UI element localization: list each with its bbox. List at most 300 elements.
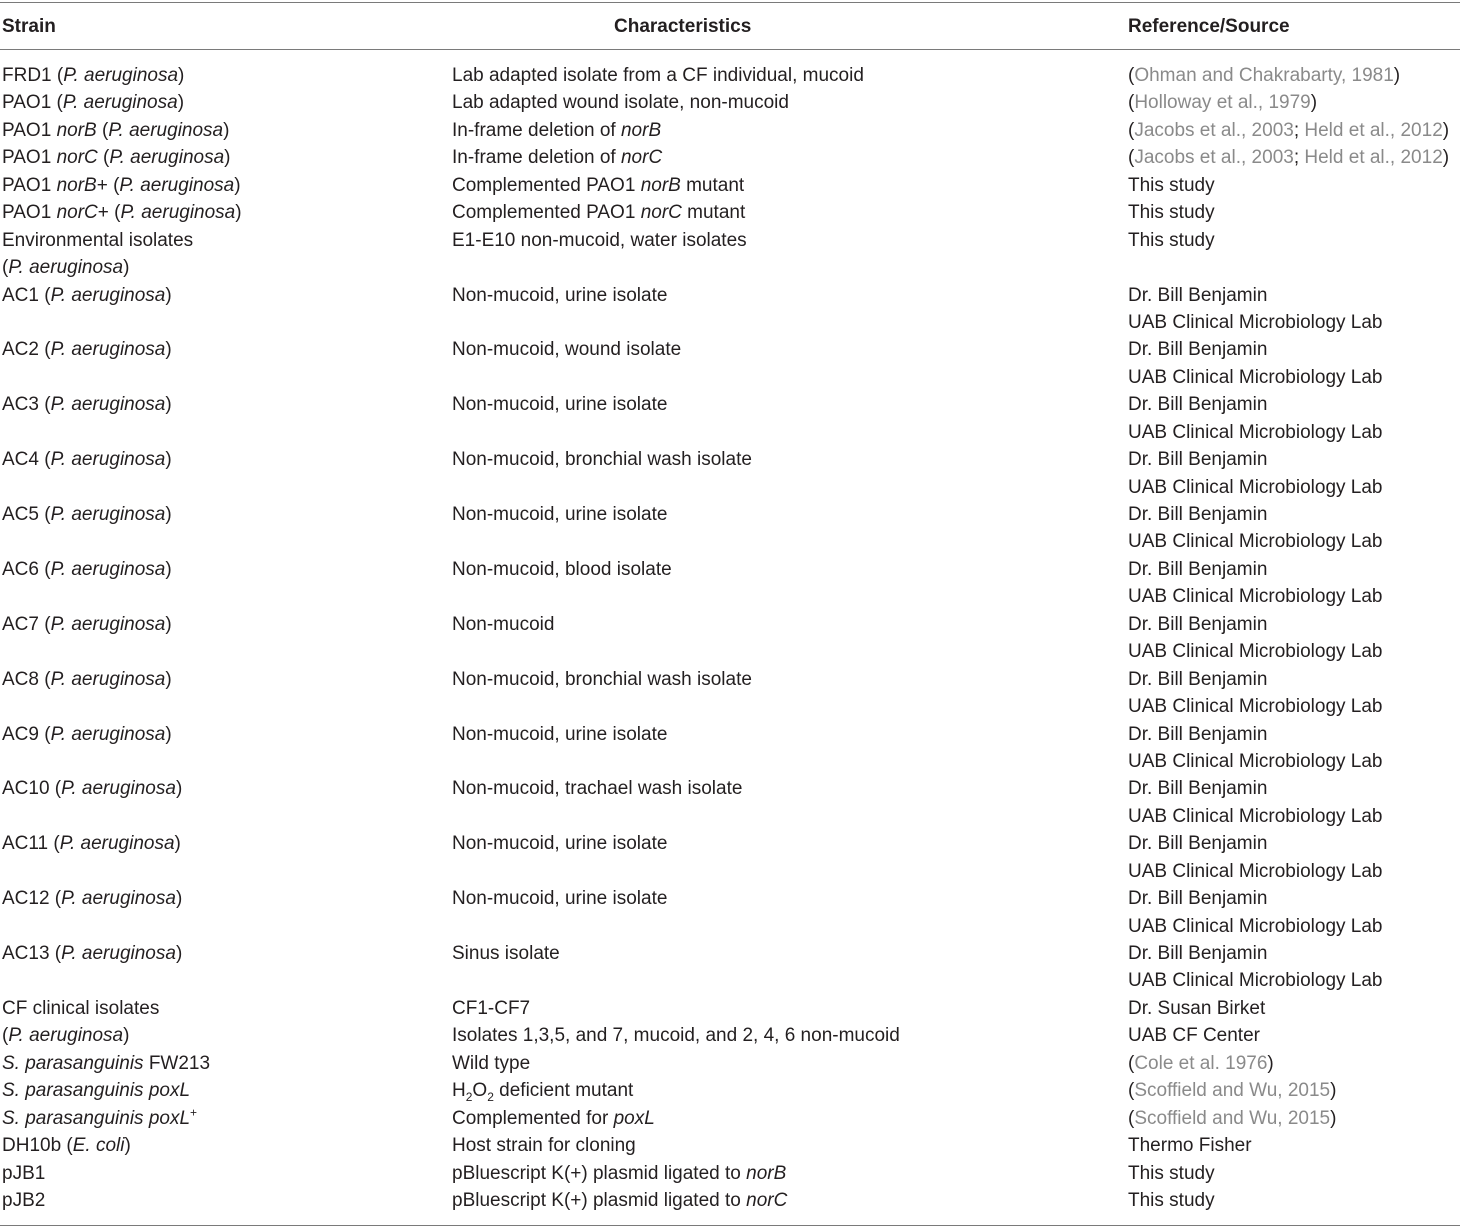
cell-text: Non-mucoid, bronchial wash isolate bbox=[452, 449, 752, 471]
reference-cell bbox=[1128, 693, 1383, 720]
cell-text: AC5 ( bbox=[2, 504, 51, 525]
reference-cell bbox=[1128, 309, 1383, 336]
cell-text: ( bbox=[1128, 119, 1135, 141]
characteristics-cell bbox=[452, 391, 667, 418]
cell-text: Host strain for cloning bbox=[452, 1135, 636, 1157]
cell-text: + bbox=[190, 1105, 198, 1120]
cell-text: Dr. Bill Benjamin bbox=[1128, 339, 1268, 361]
reference-cell bbox=[1128, 117, 1449, 144]
citation-text: Scoffield and Wu, 2015 bbox=[1134, 1107, 1331, 1129]
cell-text: P. aeruginosa bbox=[120, 202, 236, 224]
table-row bbox=[0, 1077, 1460, 1104]
table-row bbox=[0, 391, 1460, 446]
cell-text: pBluescript K(+) plasmid ligated to bbox=[452, 1162, 747, 1184]
cell-text: UAB Clinical Microbiology Lab bbox=[1128, 641, 1383, 663]
cell-text: AC13 ( bbox=[2, 943, 62, 964]
cell-text: P. aeruginosa bbox=[50, 613, 166, 635]
cell-text: UAB Clinical Microbiology Lab bbox=[1128, 311, 1383, 333]
reference-cell bbox=[1128, 803, 1383, 830]
cell-text: ) bbox=[1330, 1107, 1337, 1129]
table-row bbox=[0, 830, 1460, 885]
cell-text: PAO1 ( bbox=[2, 92, 63, 114]
cell-text: CF clinical isolates bbox=[2, 997, 160, 1019]
cell-text: ( bbox=[1128, 92, 1135, 114]
reference-cell bbox=[1128, 995, 1265, 1022]
reference-cell bbox=[1128, 1160, 1215, 1187]
table-body bbox=[0, 62, 1460, 1214]
cell-text: Non-mucoid, urine isolate bbox=[452, 504, 668, 525]
cell-text: P. aeruginosa bbox=[50, 668, 166, 690]
reference-cell bbox=[1128, 858, 1383, 885]
strain-cell bbox=[2, 446, 172, 473]
table-row bbox=[0, 336, 1460, 391]
table-row bbox=[0, 666, 1460, 721]
reference-cell bbox=[1128, 391, 1267, 418]
characteristics-cell bbox=[452, 199, 745, 226]
cell-text: Dr. Bill Benjamin bbox=[1128, 668, 1268, 690]
cell-text: P. aeruginosa bbox=[108, 119, 224, 141]
cell-text: norC bbox=[56, 147, 98, 169]
cell-text: ) bbox=[165, 284, 172, 306]
cell-text: norC bbox=[620, 147, 663, 169]
table-row bbox=[0, 885, 1460, 940]
cell-text: ) bbox=[1442, 119, 1450, 141]
strain-cell bbox=[2, 666, 172, 693]
cell-text: P. aeruginosa bbox=[109, 147, 225, 169]
cell-text: ) bbox=[223, 119, 230, 141]
cell-text: Dr. Bill Benjamin bbox=[1128, 394, 1268, 416]
table-row bbox=[0, 1160, 1460, 1187]
reference-cell bbox=[1128, 1105, 1336, 1132]
header-rule bbox=[0, 49, 1460, 50]
strain-cell bbox=[2, 1105, 197, 1132]
cell-text: AC4 ( bbox=[2, 449, 51, 471]
cell-text: This study bbox=[1128, 1162, 1215, 1184]
table-row bbox=[0, 446, 1460, 501]
strain-cell bbox=[2, 1022, 129, 1049]
cell-text: ) bbox=[224, 147, 231, 169]
cell-text: Dr. Bill Benjamin bbox=[1128, 833, 1268, 855]
cell-text: S. parasanguinis poxL bbox=[2, 1107, 191, 1129]
reference-cell bbox=[1128, 1187, 1215, 1214]
characteristics-cell bbox=[452, 885, 667, 912]
characteristics-cell bbox=[452, 62, 864, 89]
table-row bbox=[0, 775, 1460, 830]
cell-text: O bbox=[472, 1080, 488, 1102]
reference-cell bbox=[1128, 1022, 1260, 1049]
reference-cell bbox=[1128, 940, 1267, 967]
cell-text: This study bbox=[1128, 229, 1215, 251]
strain-cell bbox=[2, 89, 184, 116]
strain-cell bbox=[2, 1187, 45, 1214]
strain-cell bbox=[2, 775, 182, 802]
cell-text: norB bbox=[620, 119, 662, 141]
cell-text: UAB Clinical Microbiology Lab bbox=[1128, 805, 1383, 827]
cell-text: ) bbox=[177, 92, 185, 114]
header-strain: Strain bbox=[2, 16, 56, 37]
strain-cell bbox=[2, 144, 231, 171]
cell-text: Non-mucoid bbox=[452, 613, 555, 635]
cell-text: P. aeruginosa bbox=[61, 778, 176, 800]
characteristics-cell bbox=[452, 830, 667, 857]
cell-text: UAB CF Center bbox=[1128, 1025, 1260, 1047]
characteristics-cell bbox=[452, 1105, 655, 1132]
strain-cell bbox=[2, 336, 172, 363]
reference-cell bbox=[1128, 446, 1267, 473]
reference-cell bbox=[1128, 62, 1400, 89]
cell-text: ) bbox=[123, 1025, 130, 1047]
characteristics-cell bbox=[452, 666, 752, 693]
cell-text: AC3 ( bbox=[2, 394, 51, 416]
cell-text: UAB Clinical Microbiology Lab bbox=[1128, 476, 1383, 498]
cell-text: P. aeruginosa bbox=[8, 1025, 124, 1047]
cell-text: AC11 ( bbox=[2, 833, 60, 855]
characteristics-cell bbox=[452, 775, 742, 802]
cell-text: pJB1 bbox=[2, 1162, 46, 1184]
cell-text: Complemented PAO1 bbox=[452, 174, 641, 196]
cell-text: In-frame deletion of bbox=[452, 119, 621, 141]
cell-text: Non-mucoid, blood isolate bbox=[452, 558, 672, 580]
cell-text: pJB2 bbox=[2, 1189, 46, 1211]
cell-text: ) bbox=[235, 202, 242, 224]
characteristics-cell bbox=[452, 1187, 787, 1214]
cell-text: AC12 ( bbox=[2, 888, 62, 910]
cell-text: Thermo Fisher bbox=[1128, 1135, 1252, 1157]
cell-text: ) bbox=[123, 257, 130, 279]
cell-text: ( bbox=[1128, 65, 1135, 86]
strain-cell bbox=[2, 830, 181, 857]
cell-text: ( bbox=[97, 147, 110, 169]
cell-text: P. aeruginosa bbox=[50, 284, 166, 306]
reference-cell bbox=[1128, 1077, 1336, 1104]
table-row bbox=[0, 282, 1460, 337]
characteristics-cell bbox=[452, 501, 667, 528]
citation-text: Ohman and Chakrabarty, 1981 bbox=[1134, 65, 1394, 86]
cell-text: ( bbox=[2, 257, 9, 279]
cell-text: Dr. Bill Benjamin bbox=[1128, 888, 1268, 910]
cell-text: ) bbox=[175, 943, 183, 964]
cell-text: ) bbox=[165, 339, 172, 361]
reference-cell bbox=[1128, 501, 1267, 528]
reference-cell bbox=[1128, 913, 1383, 940]
characteristics-cell bbox=[452, 721, 667, 748]
cell-text: AC1 ( bbox=[2, 284, 51, 306]
strain-cell bbox=[2, 940, 182, 967]
cell-text: UAB Clinical Microbiology Lab bbox=[1128, 586, 1383, 608]
reference-cell bbox=[1128, 666, 1267, 693]
citation-text: Holloway et al., 1979 bbox=[1134, 92, 1311, 114]
cell-text: H bbox=[452, 1080, 466, 1102]
cell-text: ) bbox=[234, 174, 241, 196]
cell-text: Dr. Bill Benjamin bbox=[1128, 723, 1268, 745]
cell-text: ) bbox=[165, 558, 172, 580]
characteristics-cell bbox=[452, 227, 747, 254]
cell-text: ) bbox=[165, 723, 172, 745]
cell-text: ) bbox=[1442, 147, 1450, 169]
cell-text: ) bbox=[1330, 1080, 1337, 1102]
reference-cell bbox=[1128, 227, 1215, 254]
top-rule bbox=[0, 2, 1460, 3]
reference-cell bbox=[1128, 556, 1267, 583]
cell-text: AC7 ( bbox=[2, 613, 51, 635]
cell-text: FW213 bbox=[143, 1052, 211, 1074]
strain-cell bbox=[2, 501, 172, 528]
reference-cell bbox=[1128, 364, 1383, 391]
cell-text: ( bbox=[2, 1025, 9, 1047]
cell-text: Non-mucoid, bronchial wash isolate bbox=[452, 668, 752, 690]
characteristics-cell bbox=[452, 1077, 633, 1104]
cell-text: norB bbox=[56, 119, 97, 141]
strain-cell bbox=[2, 1160, 45, 1187]
strain-cell bbox=[2, 199, 242, 226]
table-row bbox=[0, 172, 1460, 199]
cell-text: + ( bbox=[97, 202, 121, 224]
cell-text: ( bbox=[96, 119, 109, 141]
table-row bbox=[0, 940, 1460, 995]
table-row bbox=[0, 995, 1460, 1050]
characteristics-cell bbox=[452, 556, 672, 583]
cell-text: ) bbox=[165, 613, 172, 635]
cell-text: Dr. Bill Benjamin bbox=[1128, 943, 1268, 964]
cell-text: ) bbox=[1267, 1052, 1274, 1074]
reference-cell bbox=[1128, 748, 1383, 775]
cell-text: ; bbox=[1293, 119, 1305, 141]
characteristics-cell bbox=[452, 940, 560, 967]
reference-cell bbox=[1128, 885, 1267, 912]
cell-text: UAB Clinical Microbiology Lab bbox=[1128, 696, 1383, 718]
cell-text: ) bbox=[174, 833, 181, 855]
cell-text: norC bbox=[56, 202, 98, 224]
citation-text: Cole et al. 1976 bbox=[1134, 1052, 1268, 1074]
cell-text: Isolates 1,3,5, and 7, mucoid, and 2, 4, 6 non-mucoid bbox=[452, 1025, 900, 1047]
strain-cell bbox=[2, 721, 172, 748]
cell-text: This study bbox=[1128, 1189, 1215, 1211]
cell-text: Non-mucoid, urine isolate bbox=[452, 394, 668, 416]
table-row bbox=[0, 199, 1460, 226]
strain-cell bbox=[2, 282, 172, 309]
cell-text: ( bbox=[1128, 147, 1135, 169]
reference-cell bbox=[1128, 583, 1383, 610]
strain-cell bbox=[2, 227, 193, 254]
reference-cell bbox=[1128, 419, 1383, 446]
cell-text: AC6 ( bbox=[2, 558, 51, 580]
cell-text: UAB Clinical Microbiology Lab bbox=[1128, 860, 1383, 882]
reference-cell bbox=[1128, 638, 1383, 665]
cell-text: AC2 ( bbox=[2, 339, 51, 361]
citation-text: Jacobs et al., 2003 bbox=[1134, 119, 1294, 141]
cell-text: Non-mucoid, urine isolate bbox=[452, 284, 668, 306]
cell-text: PAO1 bbox=[2, 147, 57, 169]
bottom-rule bbox=[0, 1225, 1460, 1226]
cell-text: AC9 ( bbox=[2, 723, 51, 745]
cell-text: PAO1 bbox=[2, 119, 57, 141]
cell-text: Dr. Bill Benjamin bbox=[1128, 504, 1268, 525]
strain-cell bbox=[2, 254, 129, 281]
cell-text: ) bbox=[175, 888, 183, 910]
cell-text: ; bbox=[1293, 147, 1305, 169]
cell-text: AC8 ( bbox=[2, 668, 51, 690]
cell-text: mutant bbox=[681, 202, 746, 224]
cell-text: UAB Clinical Microbiology Lab bbox=[1128, 366, 1383, 388]
strain-cell bbox=[2, 611, 172, 638]
table-row bbox=[0, 117, 1460, 144]
table-row bbox=[0, 89, 1460, 116]
reference-cell bbox=[1128, 967, 1383, 994]
cell-text: ( bbox=[1128, 1080, 1135, 1102]
cell-text: AC10 ( bbox=[2, 778, 62, 800]
cell-text: P. aeruginosa bbox=[119, 174, 235, 196]
cell-text: P. aeruginosa bbox=[50, 504, 166, 525]
reference-cell bbox=[1128, 611, 1267, 638]
cell-text: P. aeruginosa bbox=[50, 339, 166, 361]
reference-cell bbox=[1128, 172, 1215, 199]
cell-text: E. coli bbox=[72, 1135, 125, 1157]
header-characteristics: Characteristics bbox=[614, 16, 752, 37]
cell-text: UAB Clinical Microbiology Lab bbox=[1128, 421, 1383, 443]
cell-text: Non-mucoid, urine isolate bbox=[452, 833, 668, 855]
citation-text: Scoffield and Wu, 2015 bbox=[1134, 1080, 1331, 1102]
cell-text: P. aeruginosa bbox=[63, 65, 179, 86]
characteristics-cell bbox=[452, 611, 554, 638]
cell-text: ) bbox=[165, 449, 172, 471]
cell-text: E1-E10 non-mucoid, water isolates bbox=[452, 229, 747, 251]
characteristics-cell bbox=[452, 89, 789, 116]
cell-text: 2 bbox=[465, 1089, 473, 1104]
cell-text: P. aeruginosa bbox=[61, 888, 176, 910]
table-row bbox=[0, 1105, 1460, 1132]
cell-text: P. aeruginosa bbox=[59, 833, 175, 855]
cell-text: UAB Clinical Microbiology Lab bbox=[1128, 531, 1383, 553]
cell-text: Dr. Bill Benjamin bbox=[1128, 613, 1268, 635]
cell-text: norC bbox=[640, 202, 682, 224]
cell-text: P. aeruginosa bbox=[8, 257, 124, 279]
characteristics-cell bbox=[452, 1132, 636, 1159]
strain-cell bbox=[2, 1050, 210, 1077]
cell-text: Environmental isolates bbox=[2, 229, 194, 251]
cell-text: ) bbox=[165, 394, 172, 416]
table-row bbox=[0, 501, 1460, 556]
table-row bbox=[0, 611, 1460, 666]
cell-text: Non-mucoid, urine isolate bbox=[452, 723, 668, 745]
citation-text: Held et al., 2012 bbox=[1304, 119, 1443, 141]
cell-text: ) bbox=[1393, 65, 1401, 86]
cell-text: UAB Clinical Microbiology Lab bbox=[1128, 915, 1383, 937]
table-row bbox=[0, 144, 1460, 171]
characteristics-cell bbox=[452, 995, 530, 1022]
cell-text: CF1-CF7 bbox=[452, 997, 531, 1019]
strain-cell bbox=[2, 556, 172, 583]
cell-text: ) bbox=[165, 504, 172, 525]
cell-text: 2 bbox=[487, 1089, 494, 1104]
cell-text: Complemented PAO1 bbox=[452, 202, 641, 224]
strain-cell bbox=[2, 62, 184, 89]
cell-text: In-frame deletion of bbox=[452, 147, 621, 169]
cell-text: ) bbox=[124, 1135, 131, 1157]
reference-cell bbox=[1128, 282, 1267, 309]
cell-text: norB bbox=[640, 174, 681, 196]
reference-cell bbox=[1128, 775, 1267, 802]
reference-cell bbox=[1128, 528, 1383, 555]
characteristics-cell bbox=[452, 1050, 530, 1077]
cell-text: UAB Clinical Microbiology Lab bbox=[1128, 750, 1383, 772]
cell-text: Wild type bbox=[452, 1052, 531, 1074]
characteristics-cell bbox=[452, 1022, 900, 1049]
cell-text: Dr. Bill Benjamin bbox=[1128, 558, 1268, 580]
table-row bbox=[0, 62, 1460, 89]
cell-text: Dr. Bill Benjamin bbox=[1128, 284, 1268, 306]
reference-cell bbox=[1128, 144, 1449, 171]
reference-cell bbox=[1128, 89, 1317, 116]
cell-text: Dr. Bill Benjamin bbox=[1128, 778, 1268, 800]
cell-text: Dr. Bill Benjamin bbox=[1128, 449, 1268, 471]
reference-cell bbox=[1128, 336, 1267, 363]
cell-text: Non-mucoid, trachael wash isolate bbox=[452, 778, 743, 800]
table-row bbox=[0, 556, 1460, 611]
cell-text: ) bbox=[178, 65, 185, 86]
characteristics-cell bbox=[452, 172, 744, 199]
cell-text: pBluescript K(+) plasmid ligated to bbox=[452, 1189, 747, 1211]
cell-text: Non-mucoid, urine isolate bbox=[452, 888, 668, 910]
cell-text: ) bbox=[165, 668, 172, 690]
strain-cell bbox=[2, 172, 241, 199]
cell-text: PAO1 bbox=[2, 202, 57, 224]
citation-text: Jacobs et al., 2003 bbox=[1134, 147, 1294, 169]
cell-text: This study bbox=[1128, 174, 1215, 196]
cell-text: UAB Clinical Microbiology Lab bbox=[1128, 970, 1383, 992]
cell-text: Dr. Susan Birket bbox=[1128, 997, 1266, 1019]
table-row bbox=[0, 721, 1460, 776]
cell-text: ) bbox=[175, 778, 183, 800]
reference-cell bbox=[1128, 721, 1267, 748]
table-row bbox=[0, 1132, 1460, 1159]
table-row bbox=[0, 1187, 1460, 1214]
strain-cell bbox=[2, 117, 229, 144]
characteristics-cell bbox=[452, 446, 752, 473]
cell-text: P. aeruginosa bbox=[50, 558, 166, 580]
strain-cell bbox=[2, 1132, 131, 1159]
reference-cell bbox=[1128, 1132, 1252, 1159]
cell-text: ( bbox=[1128, 1052, 1135, 1074]
cell-text: P. aeruginosa bbox=[61, 943, 176, 964]
strain-cell bbox=[2, 1077, 190, 1104]
cell-text: Complemented for bbox=[452, 1107, 614, 1129]
cell-text: S. parasanguinis bbox=[2, 1052, 144, 1074]
cell-text: Sinus isolate bbox=[452, 943, 560, 964]
cell-text: ( bbox=[1128, 1107, 1135, 1129]
cell-text: This study bbox=[1128, 202, 1215, 224]
cell-text: deficient mutant bbox=[493, 1080, 634, 1102]
cell-text: poxL bbox=[613, 1107, 655, 1129]
strain-cell bbox=[2, 995, 159, 1022]
characteristics-cell bbox=[452, 1160, 786, 1187]
cell-text: mutant bbox=[680, 174, 745, 196]
table-row bbox=[0, 1050, 1460, 1077]
table-row bbox=[0, 227, 1460, 282]
strain-cell bbox=[2, 391, 172, 418]
cell-text: P. aeruginosa bbox=[62, 92, 178, 114]
cell-text: S. parasanguinis poxL bbox=[2, 1080, 191, 1102]
cell-text: Lab adapted isolate from a CF individual, mucoid bbox=[452, 65, 864, 86]
strain-cell bbox=[2, 885, 182, 912]
cell-text: + ( bbox=[96, 174, 120, 196]
cell-text: P. aeruginosa bbox=[50, 449, 166, 471]
cell-text: norB bbox=[746, 1162, 787, 1184]
cell-text: DH10b ( bbox=[2, 1135, 73, 1157]
cell-text: P. aeruginosa bbox=[50, 723, 166, 745]
characteristics-cell bbox=[452, 282, 667, 309]
cell-text: FRD1 ( bbox=[2, 65, 64, 86]
reference-cell bbox=[1128, 474, 1383, 501]
